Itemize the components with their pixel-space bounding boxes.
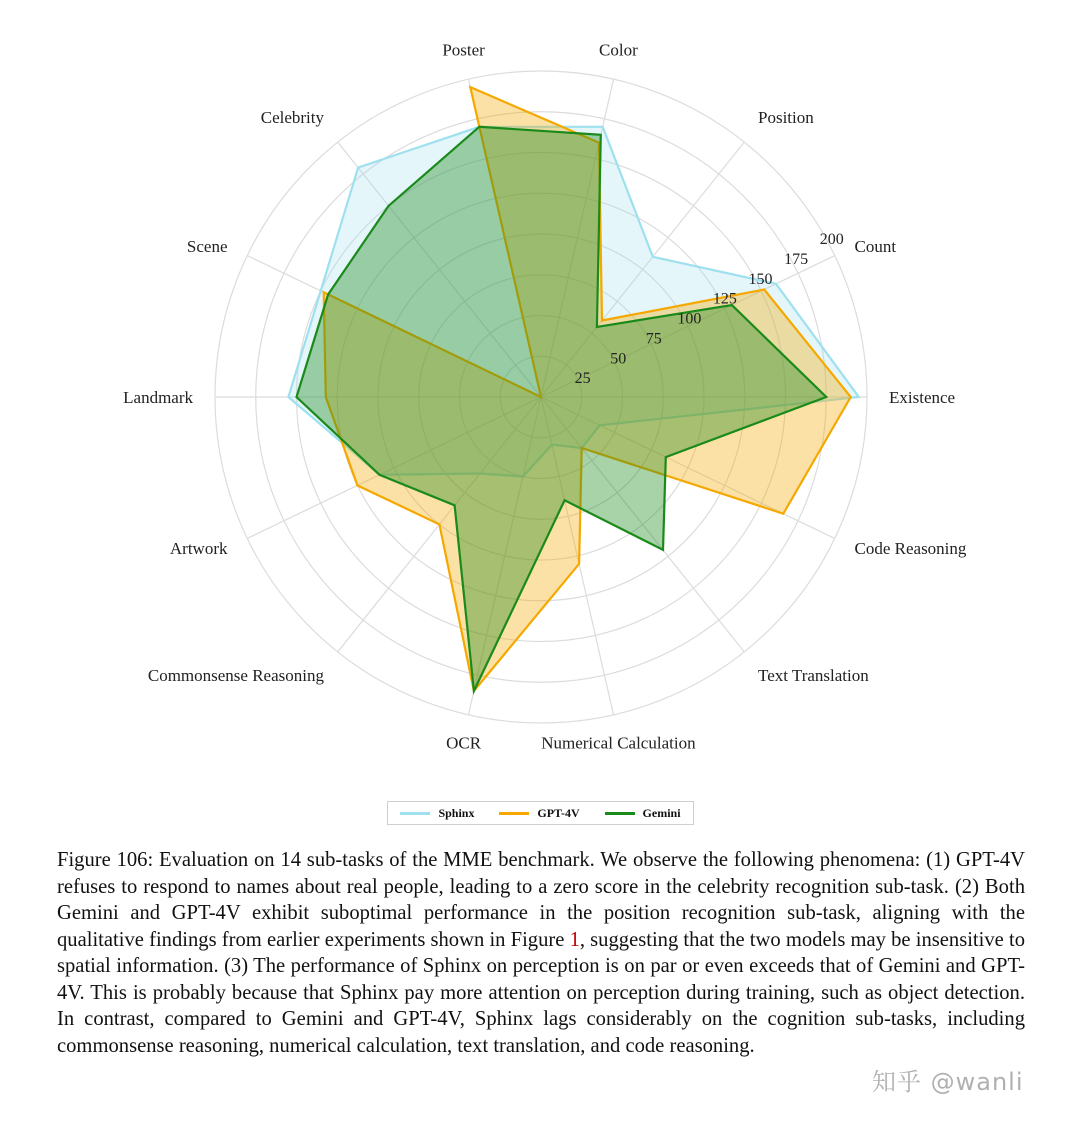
axis-label-numerical-calculation: Numerical Calculation [541, 733, 696, 753]
legend-swatch-sphinx [400, 812, 430, 815]
axis-label-code-reasoning: Code Reasoning [854, 539, 967, 558]
rtick-25: 25 [574, 370, 591, 388]
rtick-200: 200 [819, 231, 844, 249]
legend [387, 801, 694, 825]
axis-label-position: Position [758, 107, 814, 127]
axis-label-celebrity: Celebrity [260, 107, 324, 127]
watermark: 知乎 @wanli [872, 1068, 1024, 1096]
radar-series [288, 87, 859, 691]
rtick-125: 125 [712, 290, 737, 308]
axis-label-commonsense-reasoning: Commonsense Reasoning [147, 666, 324, 686]
axis-label-existence: Existence [889, 388, 956, 407]
rtick-50: 50 [610, 350, 627, 368]
axis-label-scene: Scene [186, 237, 228, 256]
caption-text-2: , suggesting that the two models may be insensitive to spatial information. (3) The performance of Sphinx on perception is on par or even exceeds that of Gemini and GPT-4V. This is probably because that Sphinx pay more attention on perception during training, such as object detection. In contrast, compared to Gemini and GPT-4V, Sphinx lags considerably on the cognition sub-tasks, including commonsense reasoning, numerical calculation, text translation, and code reasoning. [57, 928, 1025, 1057]
axis-label-color: Color [599, 40, 638, 60]
legend-item-sphinx [400, 806, 474, 821]
rtick-150: 150 [748, 270, 773, 288]
rtick-175: 175 [784, 251, 809, 268]
rtick-100: 100 [677, 310, 702, 328]
axis-label-text-translation: Text Translation [758, 666, 869, 686]
rtick-75: 75 [645, 330, 662, 348]
legend-swatch-gpt4v [499, 812, 529, 815]
figure-reference-link[interactable]: 1 [569, 928, 580, 951]
figure-caption [57, 847, 1025, 1059]
axis-label-artwork: Artwork [169, 539, 228, 558]
axis-label-count: Count [854, 237, 897, 256]
legend-label-gemini: Gemini [642, 805, 681, 820]
axis-label-poster: Poster [442, 40, 485, 60]
caption-text-1: Figure 106: Evaluation on 14 sub-tasks of the MME benchmark. We observe the following phenomena: (1) GPT-4V refuses to respond to names about real people, leading to a zero score in the celebrity recognition sub-task. (2) Both Gemini and GPT-4V exhibit suboptimal performance in the position recognition sub-task, aligning with the qualitative findings from earlier experiments shown in Figure [57, 849, 1025, 951]
legend-label-sphinx: Sphinx [438, 805, 475, 820]
axis-label-landmark: Landmark [123, 388, 193, 407]
legend-item-gemini [605, 806, 681, 821]
legend-item-gpt4v [499, 806, 579, 821]
legend-label-gpt4v: GPT-4V [537, 805, 580, 820]
legend-swatch-gemini [605, 812, 635, 815]
axis-label-ocr: OCR [446, 733, 482, 753]
